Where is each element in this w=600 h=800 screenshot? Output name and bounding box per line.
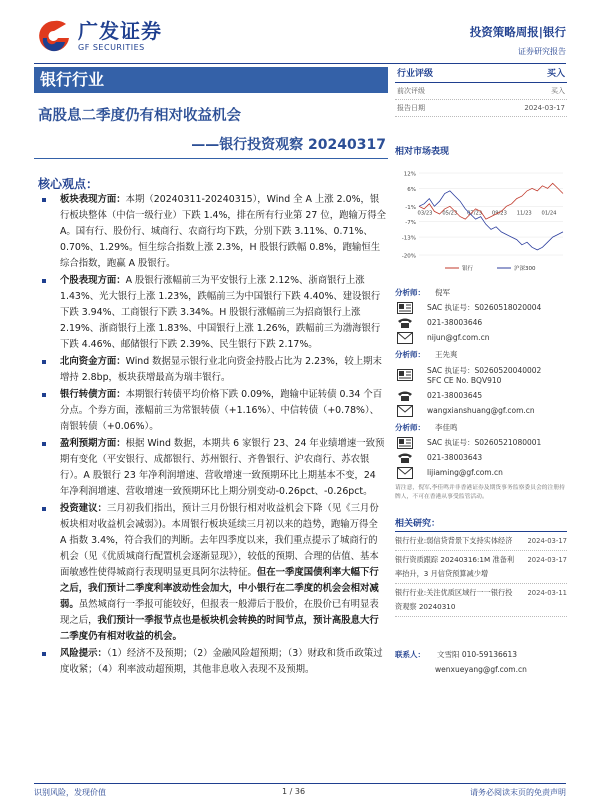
y-tick-label: -1% [405, 204, 416, 211]
report-type: 投资策略周报|银行 [469, 25, 566, 39]
analyst-contact-row [395, 450, 567, 465]
footer-divider [34, 783, 566, 784]
bullet-text: （1）经济不及预期；（2）金融风险超预期；（3）财政和货币政策过度收紧；（4）利率波动超预期，其他非息收入表现不及预期。 [60, 648, 383, 675]
certificate-icon [395, 301, 415, 314]
certificate-icon [395, 369, 415, 382]
analyst-header [395, 287, 567, 298]
core-points-heading: 核心观点： [38, 177, 99, 191]
analyst-entry [395, 349, 567, 418]
sidebar [395, 67, 567, 677]
relative-performance-title: 相对市场表现 [395, 147, 450, 157]
related-item-title[interactable]: 银行资质跟踪 20240316:1M 准备利率抬升，3 月信贷预算减少增 [395, 555, 515, 578]
gf-logo-icon [34, 18, 74, 54]
report-category: 证券研究报告 [518, 47, 566, 56]
bullet-lead: 板块表现方面： [60, 194, 126, 205]
bullet-convertible-bonds [36, 387, 386, 435]
logo-text-cn: 广发证券 [78, 19, 162, 43]
analyst-entry [395, 422, 567, 480]
contact-block [395, 647, 567, 677]
bullet-lead: 北向资金方面： [60, 356, 126, 367]
x-tick-label: 05/23 [442, 210, 458, 217]
bullet-highlight: 我们预计一季报节点也是板块机会转换的时间节点，预计高股息大行二季度仍有相对收益的机会。 [60, 615, 379, 642]
email-icon [395, 404, 415, 417]
title-divider [34, 158, 388, 159]
rating-header [395, 67, 567, 83]
analyst-name: 王先爽 [435, 350, 458, 359]
analyst-header [395, 349, 567, 360]
report-date-value: 2024-03-17 [524, 104, 565, 112]
prev-rating-value: 买入 [551, 87, 565, 95]
x-tick-label: 11/23 [516, 210, 532, 217]
report-date-row [395, 100, 567, 117]
bullet-lead: 个股表现方面： [60, 275, 126, 286]
bullet-text: 虽然城商行一季报可能较好，但报表一般滞后于股价，在股价已有明显表现之后， [60, 599, 379, 626]
analyst-sfc: SFC CE No. BQV910 [427, 376, 502, 385]
bullet-text: A 股银行涨幅前三为平安银行上涨 2.12%、浙商银行上涨 1.43%、光大银行上涨 1.23%，跌幅前三为中国银行下跌 4.40%、建设银行下跌 3.94%、工商银行下跌 3.34%。H 股银行涨幅前三为招商银行上涨 2.19%、浙商银行上涨 1.83%、中国银行上涨 1.26%，跌幅前三为渤海银行下跌 4.46%、邮储银行下跌 2.39%、民生银行下跌 2.17%。 [60, 275, 381, 350]
certificate-icon [395, 436, 415, 449]
bullet-sector-performance [36, 192, 386, 272]
y-tick-label: -20% [401, 253, 416, 260]
bullet-risk-warning [36, 646, 386, 678]
related-item-title[interactable]: 银行行业:关注优质区域行一一银行投资观察 20240310 [395, 588, 513, 611]
analyst-email[interactable]: nijun@gf.com.cn [427, 333, 490, 342]
bullet-lead: 银行转债方面： [60, 389, 126, 400]
analyst-header [395, 422, 567, 433]
analyst-cert: SAC 执证号：S0260520040002 SFC CE No. BQV910 [427, 366, 542, 385]
email-icon [395, 466, 415, 479]
analyst-label: 分析师： [395, 350, 425, 359]
bullet-investment-advice [36, 501, 386, 645]
related-item-date: 2024-03-17 [527, 556, 567, 564]
sector-banner: 银行行业 [34, 67, 388, 93]
analyst-label: 分析师： [395, 288, 425, 297]
contact-email[interactable]: wenxueyang@gf.com.cn [435, 665, 527, 674]
report-title: 高股息二季度仍有相对收益机会 [38, 108, 241, 124]
report-subtitle: ——银行投资观察 20240317 [191, 137, 386, 153]
analyst-disclaimer: 请注意，倪军,李佳鸣并非香港证券及期货事务监察委员会的注册持牌人，不可在香港从事受监管活动。 [395, 485, 565, 500]
footer-disclaimer: 请务必阅读末页的免责声明 [470, 788, 566, 797]
x-tick-label: 03/23 [417, 210, 433, 217]
analyst-name: 倪军 [435, 288, 450, 297]
analyst-phone: 021-38003645 [427, 391, 483, 400]
bullet-highlight: 但在一季度国债利率大幅下行之后，我们预计二季度利率波动性会加大，中小银行在二季度的机会会相对减弱。 [60, 567, 379, 610]
analyst-phone: 021-38003643 [427, 453, 483, 462]
x-tick-label: 01/24 [541, 210, 557, 217]
report-date-label: 报告日期 [397, 104, 425, 112]
footer-slogan: 识别风险，发现价值 [34, 788, 106, 797]
page-number: 1 / 36 [282, 787, 306, 796]
analyst-contact-row [395, 465, 567, 480]
analysts-block [395, 287, 567, 480]
header-divider [34, 63, 566, 64]
analyst-contact-row [395, 330, 567, 345]
related-item-date: 2024-03-11 [527, 589, 567, 597]
phone-icon [395, 451, 415, 464]
x-tick-label: 07/23 [467, 210, 483, 217]
rating-value: 买入 [546, 69, 565, 79]
phone-icon [395, 389, 415, 402]
bullet-text: Wind 数据显示银行业北向资金持股占比为 2.23%，较上期末增持 2.8bp，板块获增最高为瑞丰银行。 [60, 356, 382, 383]
bullet-northbound-funds [36, 354, 386, 386]
bullet-lead: 盈利预期方面： [60, 438, 126, 449]
analyst-contact-row [395, 300, 567, 315]
x-tick-label: 09/23 [491, 210, 507, 217]
contact-label: 联系人： [395, 650, 425, 659]
rating-label: 行业评级 [397, 69, 434, 79]
core-points-list [36, 192, 386, 679]
prev-rating-label: 前次评级 [397, 87, 425, 95]
analyst-phone: 021-38003646 [427, 318, 483, 327]
related-research-title: 相关研究： [395, 516, 567, 532]
analyst-cert: SAC 执证号：S0260521080001 [427, 438, 542, 447]
analyst-email[interactable]: lijiaming@gf.com.cn [427, 468, 503, 477]
analyst-contact-row [395, 403, 567, 418]
legend-label: 沪深300 [514, 266, 536, 272]
related-item[interactable] [395, 551, 567, 584]
analyst-label: 分析师： [395, 423, 425, 432]
y-tick-label: 12% [403, 171, 416, 178]
analyst-contact-row [395, 435, 567, 450]
legend-label: 银行 [462, 266, 474, 272]
phone-icon [395, 316, 415, 329]
analyst-contact-row [395, 315, 567, 330]
y-tick-label: 6% [407, 186, 416, 193]
prev-rating-row [395, 83, 567, 100]
bullet-earnings-expectation [36, 436, 386, 500]
related-item[interactable] [395, 584, 567, 617]
related-item[interactable] [395, 532, 567, 551]
analyst-name: 李佳鸣 [435, 423, 458, 432]
analyst-contact-row [395, 362, 567, 388]
bullet-text: 本期银行转债平均价格下跌 0.09%，跑输中证转债 0.34 个百分点。个券方面，涨幅前三为常银转债（+1.16%）、中信转债（+0.78%）、南银转债（+0.06%）。 [60, 389, 383, 432]
y-tick-label: -7% [405, 220, 416, 227]
bullet-lead: 风险提示： [60, 648, 107, 659]
logo-text-en: GF SECURITIES [78, 43, 145, 52]
analyst-email[interactable]: wangxianshuang@gf.com.cn [427, 406, 535, 415]
analyst-cert: SAC 执证号：S0260518020004 [427, 303, 542, 312]
analyst-contact-row [395, 388, 567, 403]
y-tick-label: -13% [401, 235, 416, 242]
bullet-lead: 投资建议： [60, 503, 107, 514]
bullet-text: 根据 Wind 数据，本期共 6 家银行 23、24 年业绩增速一致预期有变化（平安银行、成都银行、苏州银行、齐鲁银行、沪农商行、苏农银行）。A 股银行 23 年净利润增速、营收增速一致预期环比上期基本不变，24 年净利润增速、营收增速一致预期环比上期分别变动-0.26pct、-0.26pct。 [60, 438, 385, 497]
related-item-date: 2024-03-17 [527, 537, 567, 545]
bullet-text: 本期（20240311-20240315），Wind 全 A 上涨 2.0%，银行板块整体（中信一级行业）下跌 1.4%，排在所有行业第 27 位，跑输万得全 A。国有行、股份行、城商行、农商行均下跌，分别下跌 3.11%、0.71%、0.70%、1.29%。恒生综合指数上涨 2.3%，H 股银行跌幅 0.8%，跑输恒生综合指数，跑赢 A 股银行。 [60, 194, 386, 269]
bullet-text: 三月初我们指出，预计三月份银行相对收益机会下降（见《三月份板块相对收益机会减弱》)。本周银行板块延续三月初以来的趋势，跑输万得全 A 指数 3.4%，符合我们的判断。去年四季度以来，我们重点提示了城商行的机会（见《优质城商行配置机会逐渐显现》），较低的预期、合理的估值、基本面敏感性使得城商行表现明显更具阿尔法特征。 [60, 503, 379, 578]
analyst-entry [395, 287, 567, 345]
bullet-stock-performance [36, 273, 386, 353]
email-icon [395, 331, 415, 344]
series-line-hs300 [419, 191, 563, 250]
related-item-title[interactable]: 银行行业:弱信贷背景下支持实体经济 [395, 536, 513, 545]
related-research-list [395, 532, 567, 617]
relative-performance-chart [395, 167, 567, 277]
company-logo [34, 18, 162, 54]
contact-name-phone: 文雪阳 010-59136613 [437, 650, 518, 659]
